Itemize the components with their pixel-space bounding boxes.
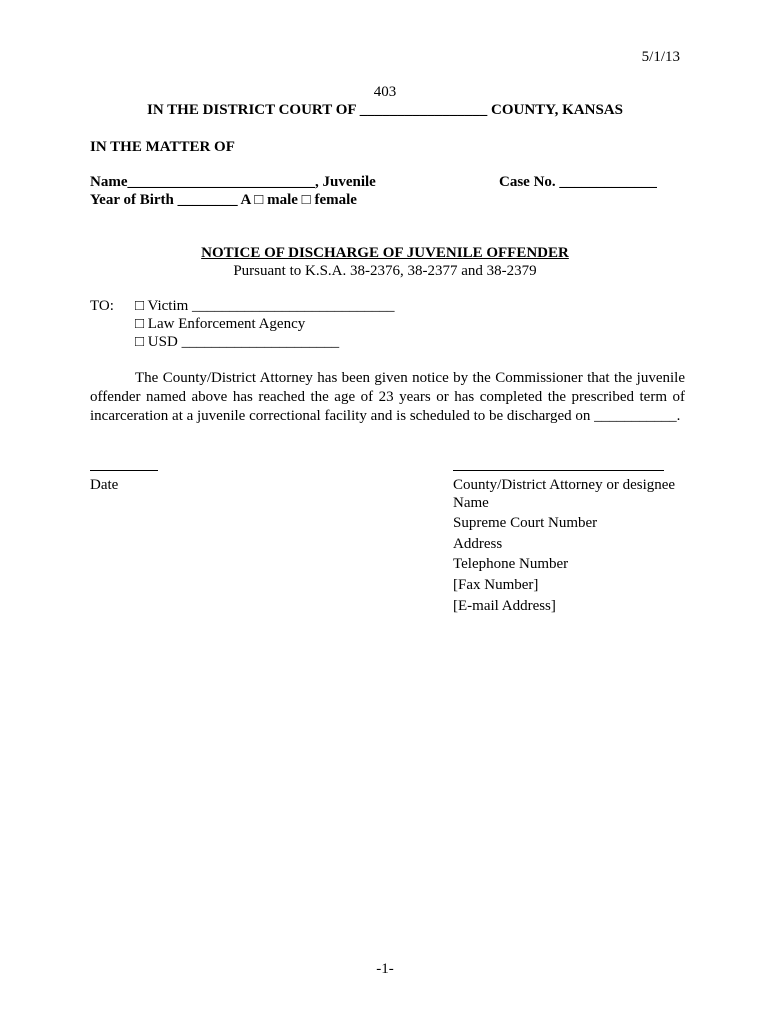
case-number: Case No. _____________ bbox=[499, 174, 657, 190]
signature-email: [E-mail Address] bbox=[453, 598, 556, 614]
recipient-victim: □ Victim ___________________________ bbox=[135, 298, 395, 314]
attorney-signature-line bbox=[453, 470, 664, 471]
signature-address: Address bbox=[453, 536, 503, 552]
body-paragraph bbox=[90, 369, 685, 426]
recipient-usd: □ USD _____________________ bbox=[135, 334, 340, 350]
signature-fax: [Fax Number] bbox=[453, 577, 539, 593]
notice-subtitle: Pursuant to K.S.A. 38-2376, 38-2377 and 38-2379 bbox=[233, 263, 537, 279]
notice-title: NOTICE OF DISCHARGE OF JUVENILE OFFENDER bbox=[201, 245, 569, 261]
name-line: Name_________________________, Juvenile bbox=[90, 174, 376, 190]
recipient-law-enforcement: □ Law Enforcement Agency bbox=[135, 316, 306, 332]
matter-heading: IN THE MATTER OF bbox=[90, 139, 235, 155]
form-number: 403 bbox=[373, 84, 397, 100]
signature-title: County/District Attorney or designee bbox=[453, 477, 676, 493]
court-heading: IN THE DISTRICT COURT OF _________________ COUNTY, KANSAS bbox=[147, 102, 623, 118]
date-signature-line bbox=[90, 470, 158, 471]
form-date: 5/1/13 bbox=[641, 49, 680, 65]
signature-supreme-court-number: Supreme Court Number bbox=[453, 515, 598, 531]
to-label: TO: bbox=[90, 298, 114, 314]
signature-name: Name bbox=[453, 495, 489, 511]
date-label: Date bbox=[90, 477, 119, 493]
body-paragraph-text: The County/District Attorney has been given notice by the Commissioner that the juvenile offender named above has reached the age of 23 years or has completed the prescribed term of incarceration at a juvenile correctional facility and is scheduled to be discharged on ___________. bbox=[90, 370, 685, 424]
signature-telephone: Telephone Number bbox=[453, 556, 569, 572]
birth-sex-line: Year of Birth ________ A □ male □ female bbox=[90, 192, 357, 208]
page-number: -1- bbox=[376, 961, 394, 977]
